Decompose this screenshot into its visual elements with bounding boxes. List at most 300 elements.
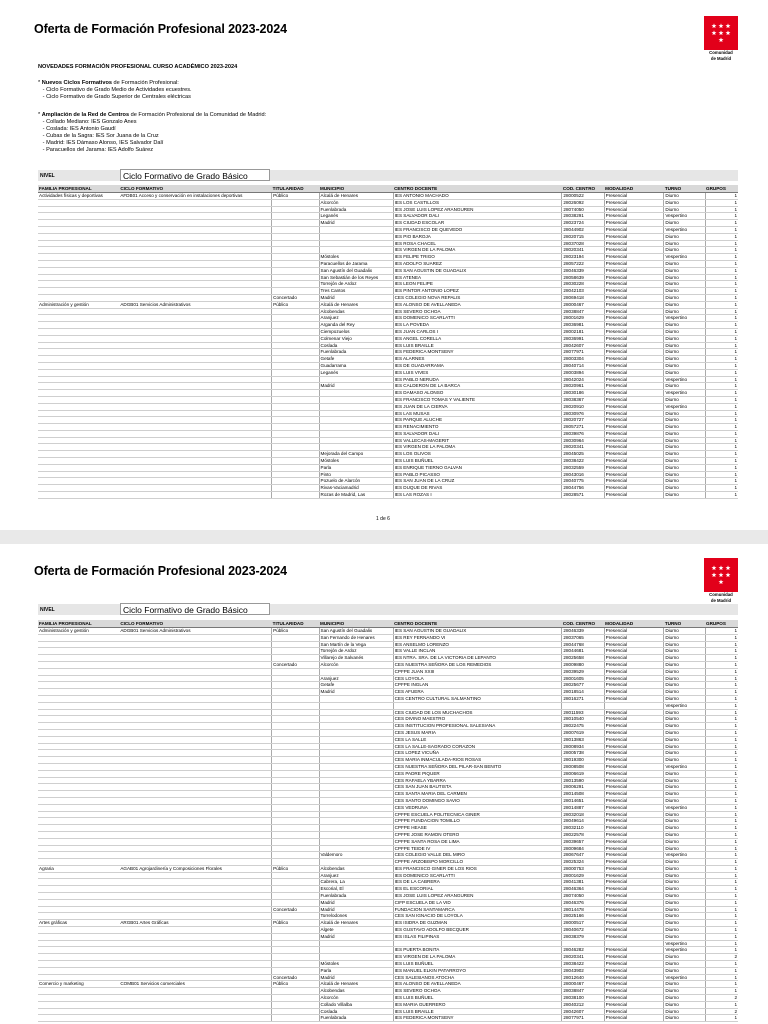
- table-cell: [38, 1015, 119, 1022]
- table-cell: AGAB01 Agrojardinería y Composiciones Florales: [119, 865, 271, 872]
- table-cell: Presencial: [604, 281, 664, 288]
- table-cell: Algete: [319, 927, 393, 934]
- table-cell: Diurno: [664, 1001, 705, 1008]
- table-cell: IES LOS OLIVOS: [393, 451, 562, 458]
- table-cell: San Fernando de Henares: [319, 634, 393, 641]
- table-cell: Madrid: [319, 383, 393, 390]
- table-cell: Presencial: [604, 886, 664, 893]
- table-cell: 28025658: [562, 655, 604, 662]
- table-cell: Diurno: [664, 274, 705, 281]
- column-header: GRUPOS: [705, 620, 738, 628]
- table-cell: 1: [705, 464, 738, 471]
- table-cell: [119, 961, 271, 968]
- table-cell: IES LOS CASTILLOS: [393, 199, 562, 206]
- table-cell: Diurno: [664, 220, 705, 227]
- table-cell: Madrid: [319, 974, 393, 981]
- table-cell: [272, 648, 319, 655]
- table-cell: [319, 825, 393, 832]
- table-cell: [119, 743, 271, 750]
- table-cell: Diurno: [664, 838, 705, 845]
- table-cell: Presencial: [604, 729, 664, 736]
- table-cell: Presencial: [604, 852, 664, 859]
- table-cell: Presencial: [604, 831, 664, 838]
- table-cell: 1: [705, 797, 738, 804]
- table-cell: [38, 947, 119, 954]
- table-cell: Presencial: [604, 288, 664, 295]
- table-cell: [38, 451, 119, 458]
- table-cell: Arganda del Rey: [319, 322, 393, 329]
- table-cell: Presencial: [604, 920, 664, 927]
- table-cell: [119, 967, 271, 974]
- table-cell: 1: [705, 811, 738, 818]
- table-cell: Diurno: [664, 424, 705, 431]
- table-cell: [119, 288, 271, 295]
- table-cell: Presencial: [604, 193, 664, 200]
- table-cell: 28005738: [562, 750, 604, 757]
- table-cell: Diurno: [664, 675, 705, 682]
- table-cell: [393, 940, 562, 947]
- nivel-value: Ciclo Formativo de Grado Básico: [120, 169, 270, 181]
- table-cell: [272, 954, 319, 961]
- column-header: MODALIDAD: [604, 620, 664, 628]
- table-cell: IES ADOLFO SUAREZ: [393, 260, 562, 267]
- table-cell: Madrid: [319, 689, 393, 696]
- table-cell: [272, 770, 319, 777]
- table-row: [38, 478, 738, 485]
- column-header: CICLO FORMATIVO: [119, 620, 271, 628]
- table-row: [38, 743, 738, 750]
- table-cell: Pozuelo de Alarcón: [319, 478, 393, 485]
- table-cell: [272, 716, 319, 723]
- table-cell: CES LOPEZ VICUÑA: [393, 750, 562, 757]
- table-cell: Diurno: [664, 240, 705, 247]
- table-cell: [119, 763, 271, 770]
- table-cell: Presencial: [604, 893, 664, 900]
- table-cell: CES NUESTRA SEÑORA DEL PILAR-SAN BENITO: [393, 763, 562, 770]
- table-cell: [119, 995, 271, 1002]
- table-row: [38, 784, 738, 791]
- table-cell: [272, 260, 319, 267]
- star-icon: [726, 565, 731, 570]
- table-cell: Diurno: [664, 430, 705, 437]
- table-cell: [272, 838, 319, 845]
- table-row: [38, 655, 738, 662]
- star-icon: [712, 565, 717, 570]
- table-row: [38, 845, 738, 852]
- table-cell: [38, 206, 119, 213]
- table-row: [38, 634, 738, 641]
- table-row: [38, 247, 738, 254]
- table-cell: [319, 410, 393, 417]
- table-cell: [119, 927, 271, 934]
- table-cell: [319, 702, 393, 709]
- table-cell: 28006619: [562, 770, 604, 777]
- table-cell: Presencial: [604, 471, 664, 478]
- table-cell: IES JOSE LUIS LOPEZ ARANGUREN: [393, 206, 562, 213]
- table-cell: [272, 226, 319, 233]
- table-row: [38, 335, 738, 342]
- new-cycle-item: - Ciclo Formativo de Grado Medio de Actividades ecuestres.: [38, 87, 192, 93]
- table-cell: Administración y gestión: [38, 301, 119, 308]
- network-item: - Coslada: IES Antonio Gaudí: [38, 126, 116, 132]
- table-row: [38, 913, 738, 920]
- table-cell: Diurno: [664, 811, 705, 818]
- table-cell: 1: [705, 254, 738, 261]
- table-cell: [319, 396, 393, 403]
- table-cell: [272, 464, 319, 471]
- table-cell: [119, 240, 271, 247]
- table-cell: [38, 750, 119, 757]
- table-cell: 1: [705, 240, 738, 247]
- table-cell: 1: [705, 879, 738, 886]
- table-cell: [562, 702, 604, 709]
- table-cell: 1: [705, 974, 738, 981]
- table-cell: [272, 675, 319, 682]
- table-cell: Presencial: [604, 872, 664, 879]
- table-cell: 1: [705, 247, 738, 254]
- table-cell: [319, 838, 393, 845]
- table-cell: [38, 315, 119, 322]
- table-cell: IES MANUEL ELKIN PATARROYO: [393, 967, 562, 974]
- table-cell: 28014508: [562, 791, 604, 798]
- table-cell: 1: [705, 791, 738, 798]
- table-cell: COMB01 Servicios comerciales: [119, 981, 271, 988]
- table-cell: [119, 886, 271, 893]
- table-row: [38, 281, 738, 288]
- table-cell: [272, 879, 319, 886]
- table-cell: [38, 444, 119, 451]
- table-cell: Presencial: [604, 444, 664, 451]
- table-cell: Parla: [319, 967, 393, 974]
- table-cell: Vespertino: [664, 804, 705, 811]
- table-row: [38, 471, 738, 478]
- table-cell: 28038847: [562, 308, 604, 315]
- table-cell: Diurno: [664, 906, 705, 913]
- table-cell: Diurno: [664, 396, 705, 403]
- table-cell: Diurno: [664, 458, 705, 465]
- table-cell: [38, 770, 119, 777]
- table-cell: Diurno: [664, 322, 705, 329]
- table-cell: Presencial: [604, 383, 664, 390]
- table-cell: 2: [705, 995, 738, 1002]
- table-cell: [119, 254, 271, 261]
- table-cell: [272, 247, 319, 254]
- table-cell: [272, 362, 319, 369]
- table-cell: [319, 716, 393, 723]
- table-cell: Presencial: [604, 1008, 664, 1015]
- table-cell: 1: [705, 641, 738, 648]
- table-row: [38, 682, 738, 689]
- table-cell: 1: [705, 342, 738, 349]
- table-cell: IES ROSA CHACEL: [393, 240, 562, 247]
- table-cell: IES FELIPE TRIGO: [393, 254, 562, 261]
- table-cell: [38, 240, 119, 247]
- table-cell: IES GUSTAVO ADOLFO BECQUER: [393, 927, 562, 934]
- table-cell: Presencial: [604, 417, 664, 424]
- table-cell: Presencial: [604, 260, 664, 267]
- table-cell: [272, 695, 319, 702]
- table-cell: [119, 845, 271, 852]
- column-header: CICLO FORMATIVO: [119, 185, 271, 193]
- table-cell: 28003304: [562, 356, 604, 363]
- table-row: [38, 193, 738, 200]
- table-row: [38, 961, 738, 968]
- table-cell: [38, 342, 119, 349]
- table-cell: IES SEVERO OCHOA: [393, 308, 562, 315]
- table-cell: 1: [705, 362, 738, 369]
- table-cell: [119, 655, 271, 662]
- table-cell: 1: [705, 193, 738, 200]
- table-cell: Diurno: [664, 736, 705, 743]
- table-cell: [38, 308, 119, 315]
- table-cell: [272, 791, 319, 798]
- table-cell: Presencial: [604, 947, 664, 954]
- table-cell: 1: [705, 634, 738, 641]
- table-cell: Diurno: [664, 825, 705, 832]
- table-cell: [272, 383, 319, 390]
- table-cell: Presencial: [604, 349, 664, 356]
- table-cell: [119, 383, 271, 390]
- column-header: CENTRO DOCENTE: [393, 185, 562, 193]
- table-cell: Presencial: [604, 322, 664, 329]
- table-cell: [119, 471, 271, 478]
- table-cell: Diurno: [664, 464, 705, 471]
- table-cell: Diurno: [664, 294, 705, 301]
- table-cell: [272, 220, 319, 227]
- table-cell: AFDB01 Acceso y conservación en instalaciones deportivas: [119, 193, 271, 200]
- table-cell: CES SAN IGNACIO DE LOYOLA: [393, 913, 562, 920]
- star-icon: [719, 30, 724, 35]
- table-cell: [272, 634, 319, 641]
- table-cell: Diurno: [664, 206, 705, 213]
- table-cell: Presencial: [604, 648, 664, 655]
- table-row: [38, 362, 738, 369]
- network-line: * Ampliación de la Red de Centros de Formación Profesional de la Comunidad de Madrid:: [38, 112, 267, 118]
- table-cell: [38, 478, 119, 485]
- table-cell: 28040212: [562, 1001, 604, 1008]
- table-cell: 1: [705, 831, 738, 838]
- table-cell: 28043016: [562, 471, 604, 478]
- table-cell: 28026092: [562, 199, 604, 206]
- table-cell: IES LUIS BUÑUEL: [393, 458, 562, 465]
- table-row: [38, 736, 738, 743]
- table-cell: [38, 376, 119, 383]
- table-cell: Diurno: [664, 471, 705, 478]
- table-cell: Aranjuez: [319, 315, 393, 322]
- table-cell: Presencial: [604, 695, 664, 702]
- table-cell: CPFPE SANTA ROSA DE LIMA: [393, 838, 562, 845]
- table-cell: Presencial: [604, 362, 664, 369]
- table-row: [38, 213, 738, 220]
- table-cell: Presencial: [604, 308, 664, 315]
- table-cell: 28037065: [562, 634, 604, 641]
- table-cell: [272, 492, 319, 499]
- table-cell: IES DUQUE DE RIVAS: [393, 485, 562, 492]
- table-cell: Vespertino: [664, 940, 705, 947]
- table-row: [38, 492, 738, 499]
- table-cell: Presencial: [604, 1001, 664, 1008]
- new-cycle-item: - Ciclo Formativo de Grado Superior de Centrales eléctricas: [38, 94, 191, 100]
- table-cell: Diurno: [664, 995, 705, 1002]
- table-cell: [319, 831, 393, 838]
- table-cell: [38, 199, 119, 206]
- table-cell: [38, 322, 119, 329]
- table-cell: 28013863: [562, 736, 604, 743]
- table-cell: [38, 852, 119, 859]
- training-offer-table: [38, 185, 738, 499]
- nivel-value: Ciclo Formativo de Grado Básico: [120, 603, 270, 615]
- table-cell: IES DOMENICO SCARLATTI: [393, 872, 562, 879]
- table-cell: [119, 199, 271, 206]
- table-cell: IES SEVERO OCHOA: [393, 988, 562, 995]
- table-cell: Diurno: [664, 485, 705, 492]
- table-cell: Concertado: [272, 661, 319, 668]
- table-cell: Madrid: [319, 906, 393, 913]
- table-cell: 28020910: [562, 403, 604, 410]
- table-cell: 28009684: [562, 845, 604, 852]
- table-cell: [119, 974, 271, 981]
- table-row: [38, 716, 738, 723]
- table-cell: CPFPE INGLAN: [393, 682, 562, 689]
- table-cell: [119, 641, 271, 648]
- table-cell: Presencial: [604, 628, 664, 635]
- table-cell: 1: [705, 444, 738, 451]
- table-cell: Presencial: [604, 974, 664, 981]
- table-row: [38, 369, 738, 376]
- table-cell: IES SAN AGUSTIN DE GUADALIX: [393, 267, 562, 274]
- table-cell: Público: [272, 628, 319, 635]
- table-cell: 28038422: [562, 458, 604, 465]
- table-cell: Vespertino: [664, 226, 705, 233]
- table-cell: CES SANTO DOMINGO SAVIO: [393, 797, 562, 804]
- table-cell: Vespertino: [664, 403, 705, 410]
- table-cell: 1: [705, 940, 738, 947]
- table-cell: 1: [705, 451, 738, 458]
- table-cell: [272, 233, 319, 240]
- table-cell: Diurno: [664, 770, 705, 777]
- table-cell: [38, 1008, 119, 1015]
- table-cell: [272, 723, 319, 730]
- table-cell: 1: [705, 920, 738, 927]
- table-cell: Diurno: [664, 628, 705, 635]
- table-cell: 28001629: [562, 315, 604, 322]
- table-row: [38, 220, 738, 227]
- table-cell: Presencial: [604, 981, 664, 988]
- table-cell: Diurno: [664, 791, 705, 798]
- table-cell: [38, 791, 119, 798]
- table-cell: Diurno: [664, 750, 705, 757]
- table-cell: Presencial: [604, 328, 664, 335]
- table-cell: Rozas de Madrid, Las: [319, 492, 393, 499]
- table-cell: CPFPE JOSE RAMON OTERO: [393, 831, 562, 838]
- table-cell: IES PIO BAROJA: [393, 233, 562, 240]
- table-row: [38, 899, 738, 906]
- table-cell: 1: [705, 458, 738, 465]
- table-cell: Diurno: [664, 879, 705, 886]
- table-cell: [319, 437, 393, 444]
- table-cell: [38, 328, 119, 335]
- table-cell: 28014887: [562, 804, 604, 811]
- table-cell: [38, 492, 119, 499]
- table-cell: 2: [705, 1008, 738, 1015]
- table-cell: [38, 886, 119, 893]
- table-cell: IES LEON FELIPE: [393, 281, 562, 288]
- table-row: [38, 383, 738, 390]
- table-cell: Diurno: [664, 729, 705, 736]
- table-cell: Diurno: [664, 247, 705, 254]
- table-cell: [38, 396, 119, 403]
- table-cell: [119, 716, 271, 723]
- table-cell: 1: [705, 723, 738, 730]
- logo-text-1: Comunidad: [709, 50, 733, 55]
- table-cell: CPFPE ARZOBISPO MORCILLO: [393, 859, 562, 866]
- table-cell: 28036981: [562, 322, 604, 329]
- star-icon: [712, 23, 717, 28]
- table-cell: 2: [705, 954, 738, 961]
- table-cell: FUNDACION SANTAMARCA: [393, 906, 562, 913]
- table-cell: [38, 274, 119, 281]
- table-cell: 28044768: [562, 641, 604, 648]
- table-cell: 1: [705, 906, 738, 913]
- table-cell: Presencial: [604, 403, 664, 410]
- table-cell: 1: [705, 682, 738, 689]
- table-cell: CES LA SALLE-SAGRADO CORAZON: [393, 743, 562, 750]
- table-cell: [38, 430, 119, 437]
- table-cell: 28038100: [562, 995, 604, 1002]
- table-row: [38, 641, 738, 648]
- table-cell: 1: [705, 689, 738, 696]
- table-cell: 1: [705, 675, 738, 682]
- table-cell: Diurno: [664, 451, 705, 458]
- table-cell: 1: [705, 260, 738, 267]
- table-cell: [319, 750, 393, 757]
- table-cell: Presencial: [604, 770, 664, 777]
- table-cell: Fuenlabrada: [319, 893, 393, 900]
- table-cell: IES PABLO PICASSO: [393, 471, 562, 478]
- table-row: [38, 988, 738, 995]
- table-row: [38, 396, 738, 403]
- table-cell: [272, 424, 319, 431]
- table-cell: IES PUERTA BONITA: [393, 947, 562, 954]
- table-cell: [119, 464, 271, 471]
- table-cell: Presencial: [604, 743, 664, 750]
- table-cell: Presencial: [604, 206, 664, 213]
- comunidad-madrid-logo: [704, 558, 738, 604]
- table-cell: Diurno: [664, 260, 705, 267]
- stars-icon: [704, 558, 738, 592]
- table-cell: [272, 281, 319, 288]
- table-row: [38, 288, 738, 295]
- table-cell: 28057271: [562, 424, 604, 431]
- table-cell: [272, 743, 319, 750]
- table-cell: Diurno: [664, 872, 705, 879]
- table-cell: Presencial: [604, 784, 664, 791]
- table-cell: Público: [272, 865, 319, 872]
- table-cell: [272, 689, 319, 696]
- table-cell: Madrid: [319, 294, 393, 301]
- table-cell: Agraria: [38, 865, 119, 872]
- table-cell: 1: [705, 301, 738, 308]
- star-icon: [719, 565, 724, 570]
- table-cell: Diurno: [664, 716, 705, 723]
- table-cell: [38, 967, 119, 974]
- table-cell: [119, 988, 271, 995]
- table-row: [38, 342, 738, 349]
- table-cell: 1: [705, 294, 738, 301]
- table-cell: [119, 403, 271, 410]
- table-cell: Getafe: [319, 682, 393, 689]
- table-cell: 28030228: [562, 281, 604, 288]
